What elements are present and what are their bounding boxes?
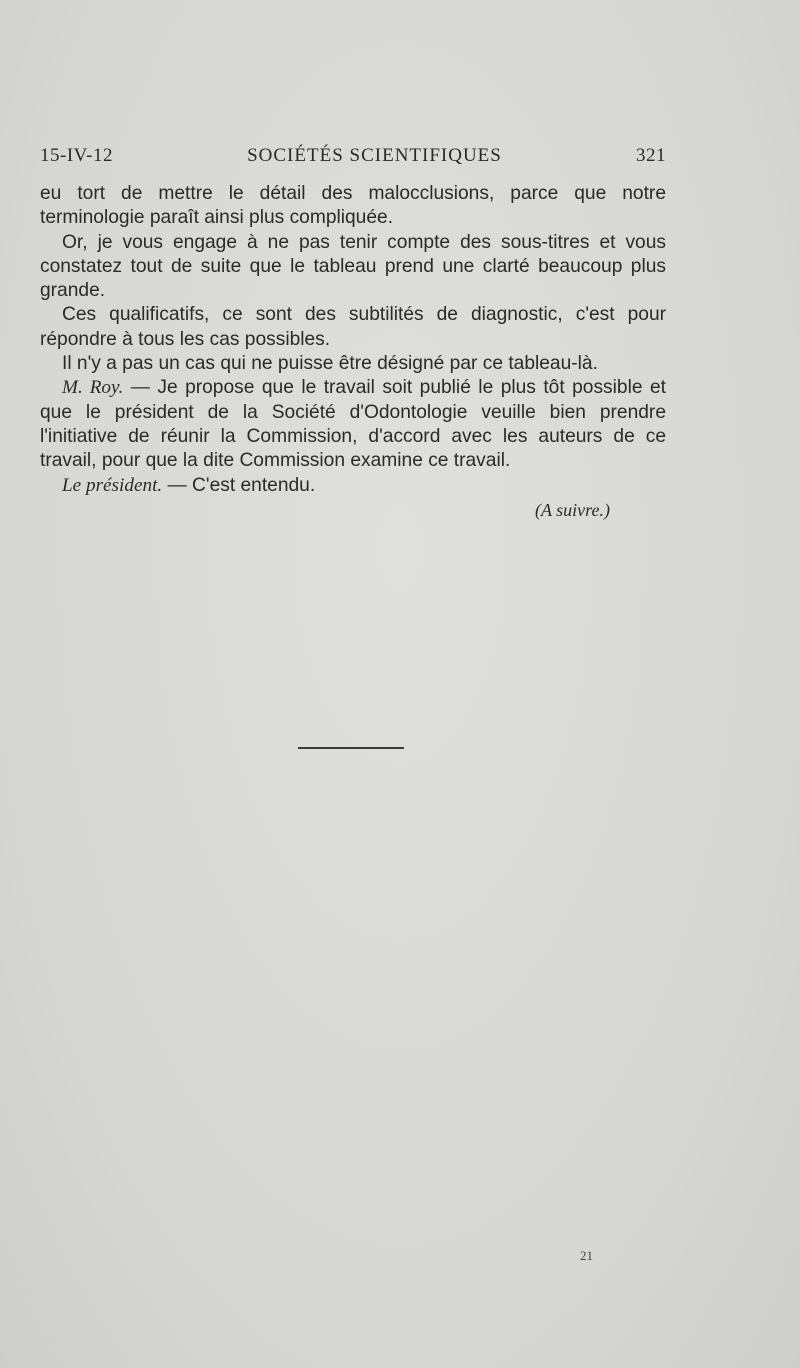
paragraph-1: eu tort de mettre le détail des malocclusions, parce que notre terminologie paraît ainsi plus compliquée. xyxy=(40,183,666,229)
body-text xyxy=(40,182,666,522)
speaker-roy: M. Roy. xyxy=(62,377,124,399)
signature-mark: 21 xyxy=(580,1248,593,1263)
paragraph-3: Ces qualificatifs, ce sont des subtilités de diagnostic, c'est pour répondre à tous les cas possibles. xyxy=(40,304,666,350)
paragraph-5 xyxy=(40,376,666,473)
section-divider xyxy=(298,747,404,749)
speaker-president: Le président. xyxy=(62,474,163,496)
paragraph-4: Il n'y a pas un cas qui ne puisse être désigné par ce tableau-là. xyxy=(62,353,598,375)
header-section-title: SOCIÉTÉS SCIENTIFIQUES xyxy=(247,145,502,166)
running-head xyxy=(40,145,666,167)
page-number: 321 xyxy=(635,145,666,166)
header-date: 15-IV-12 xyxy=(40,145,113,166)
paragraph-6-text: — C'est entendu. xyxy=(162,474,316,496)
to-follow-note: (A suivre.) xyxy=(535,499,610,520)
paragraph-5-text: — Je propose que le travail soit publié le plus tôt possible et que le président de la Société d'Odontologie veuille bien prendre l'initiative de réunir la Commission, d'accord avec les auteurs de ce travail, pour que la dite Commission examine ce travail. xyxy=(40,377,666,472)
paragraph-2: Or, je vous engage à ne pas tenir compte des sous-titres et vous constatez tout de suite que le tableau prend une clarté beaucoup plus grande. xyxy=(40,231,666,302)
paragraph-6 xyxy=(40,474,666,498)
